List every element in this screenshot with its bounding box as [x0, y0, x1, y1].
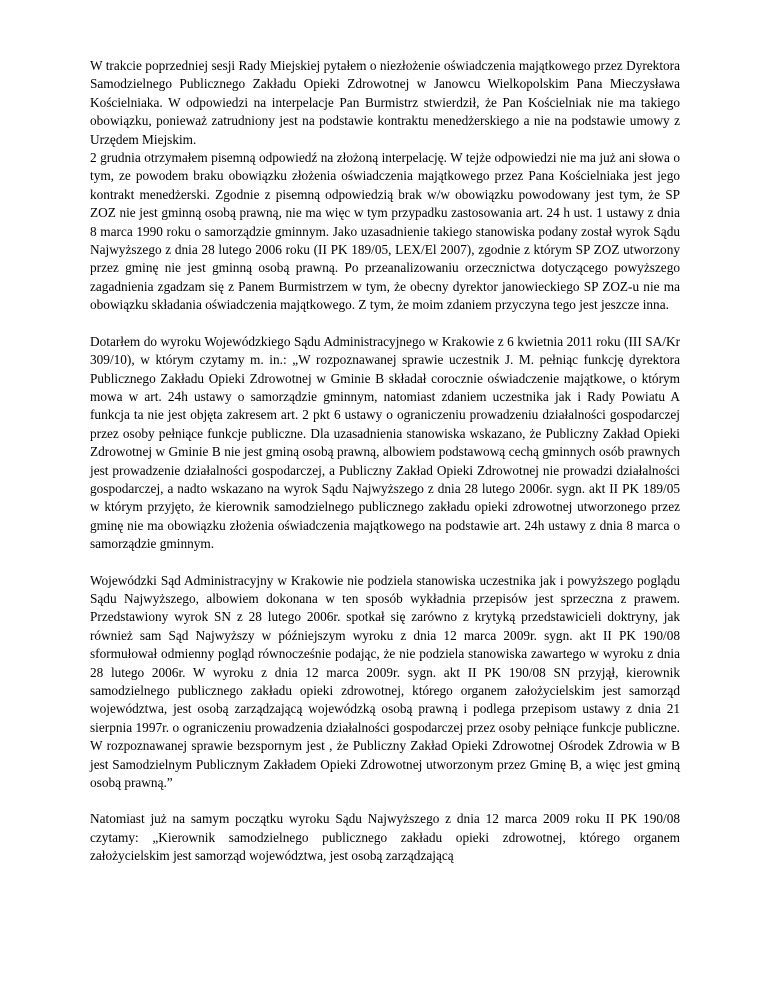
- paragraph-1-part-1: W trakcie poprzedniej sesji Rady Miejskiej pytałem o niezłożenie oświadczenia majątkowego przez Dyrektora Samodzielnego Publicznego Zakładu Opieki Zdrowotnej w Janowcu Wielkopolskim Pana Mieczysława Kościelniaka. W odpowiedzi na interpelacje Pan Burmistrz stwierdził, że Pan Kościelniak nie ma takiego obowiązku, ponieważ zatrudniony jest na podstawie kontraktu menedżerskiego a nie na podstawie umowy z Urzędem Miejskim.: [90, 58, 680, 147]
- paragraph-3-text: Wojewódzki Sąd Administracyjny w Krakowie nie podziela stanowiska uczestnika jak i powyższego poglądu Sądu Najwyższego, albowiem dokonana w ten sposób wykładnia przepisów jest sprzeczna z prawem. Przedstawiony wyrok SN z 28 lutego 2006r. spotkał się zarówno z krytyką przedstawicieli doktryny, jak również sam Sąd Najwyższy w późniejszym wyroku z dnia 12 marca 2009r. sygn. akt II PK 190/08 sformułował odmienny pogląd równocześnie podając, że nie podziela stanowiska zawartego w wyroku z dnia 28 lutego 2006r. W wyroku z dnia 12 marca 2009r. sygn. akt II PK 190/08 SN przyjął, kierownik samodzielnego publicznego zakładu opieki zdrowotnej, którego organem założycielskim jest samorząd województwa, jest osobą zarządzającą wojewódzką osobą prawną i podlega przepisom ustawy z dnia 21 sierpnia 1997r. o ograniczeniu prowadzenia działalności gospodarczej przez osoby pełniące funkcje publiczne. W rozpoznawanej sprawie bezspornym jest , że Publiczny Zakład Opieki Zdrowotnej Ośrodek Zdrowia w B jest Samodzielnym Publicznym Zakładem Opieki Zdrowotnej utworzonym przez Gminę B, a więc jest gminą osobą prawną.”: [90, 572, 680, 791]
- paragraph-1-part-2: 2 grudnia otrzymałem pisemną odpowiedź na złożoną interpelację. W tejże odpowiedzi nie ma już ani słowa o tym, ze powodem braku obowiązku złożenia oświadczenia majątkowego przez Pana Kościelniaka jest jego kontrakt menedżerski. Zgodnie z pisemną odpowiedzią brak w/w obowiązku powodowany jest tym, że SP ZOZ nie jest gminną osobą prawną, nie ma więc w tym przypadku zastosowania art. 24 h ust. 1 ustawy z dnia 8 marca 1990 roku o samorządzie gminnym. Jako uzasadnienie takiego stanowiska podany został wyrok Sądu Najwyższego z dnia 28 lutego 2006 roku (II PK 189/05, LEX/El 2007), zgodnie z którym SP ZOZ utworzony przez gminę nie jest gminną osobą prawną. Po przeanalizowaniu orzecznictwa dotyczącego powyższego zagadnienia zgadzam się z Panem Burmistrzem w tym, że obecny dyrektor janowieckiego SP ZOZ-u nie ma obowiązku składania oświadczenia majątkowego. Z tym, że moim zdaniem przyczyna tego jest jeszcze inna.: [90, 150, 680, 313]
- paragraph-4-text: Natomiast już na samym początku wyroku Sądu Najwyższego z dnia 12 marca 2009 roku II PK 190/08 czytamy: „Kierownik samodzielnego publicznego zakładu opieki zdrowotnej, którego organem założycielskim jest samorząd województwa, jest osobą zarządzającą: [90, 811, 680, 864]
- paragraph-3: [90, 572, 680, 793]
- paragraph-2-text: Dotarłem do wyroku Wojewódzkiego Sądu Administracyjnego w Krakowie z 6 kwietnia 2011 roku (III SA/Kr 309/10), w którym czytamy m. in.: „W rozpoznawanej sprawie uczestnik J. M. pełniąc funkcję dyrektora Publicznego Zakładu Opieki Zdrowotnej w Gminie B składał corocznie oświadczenie majątkowe, o którym mowa w art. 24h ustawy o samorządzie gminnym, natomiast zdaniem uczestnika jak i Rady Powiatu A funkcja ta nie jest objęta zakresem art. 2 pkt 6 ustawy o ograniczeniu prowadzeniu działalności gospodarczej przez osoby pełniące funkcje publiczne. Dla uzasadnienia stanowiska wskazano, że Publiczny Zakład Opieki Zdrowotnej w Gminie B nie jest gminą osobą prawną, albowiem podstawową cechą gminnych osób prawnych jest prowadzenie działalności gospodarczej, a Publiczny Zakład Opieki Zdrowotnej nie prowadzi działalności gospodarczej, a nadto wskazano na wyrok Sądu Najwyższego z dnia 28 lutego 2006r. sygn. akt II PK 189/05 w którym przyjęto, że kierownik samodzielnego publicznego zakładu opieki zdrowotnej utworzonego przez gminę nie ma obowiązku złożenia oświadczenia majątkowego na podstawie art. 24h ustawy z dnia 8 marca o samorządzie gminnym.: [90, 333, 680, 552]
- paragraph-2: [90, 333, 680, 554]
- paragraph-1: [90, 57, 680, 315]
- paragraph-4: [90, 810, 680, 865]
- document-page: [90, 57, 680, 884]
